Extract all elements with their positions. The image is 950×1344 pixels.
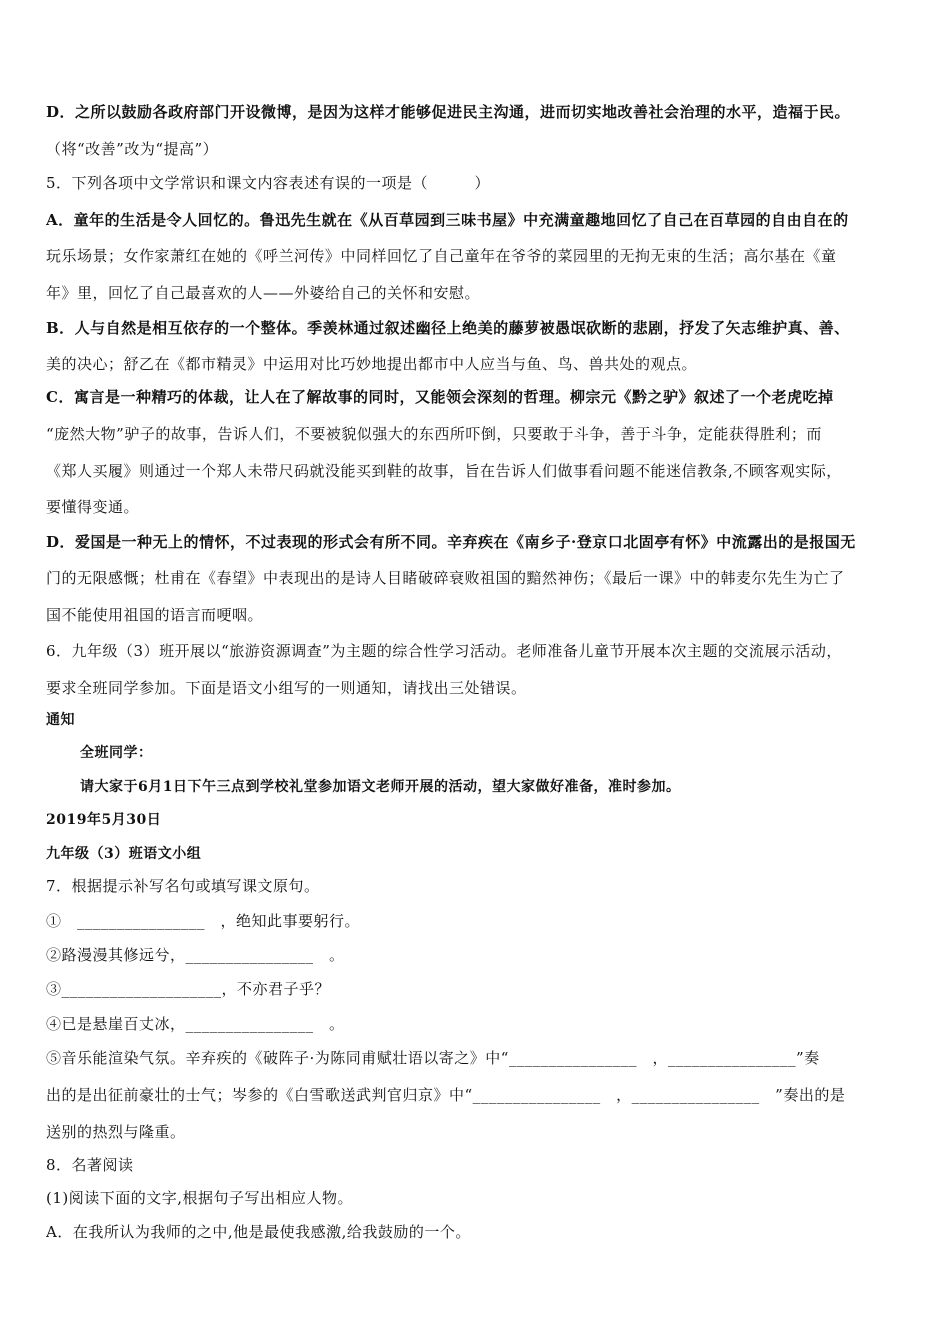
question-7-stem: 7．根据提示补写名句或填写课文原句。 bbox=[46, 877, 320, 895]
option-d-line2: 门的无限感慨；杜甫在《春望》中表现出的是诗人目睹破碎衰败祖国的黯然神伤；《最后一课》中的韩麦尔先生为亡了 bbox=[46, 569, 845, 587]
question-5-stem: 5．下列各项中文学常识和课文内容表述有误的一项是（ ） bbox=[46, 174, 491, 192]
notice-body: 请大家于6月1日下午三点到学校礼堂参加语文老师开展的活动，望大家做好准备，准时参加。 bbox=[80, 779, 681, 795]
notice-salutation: 全班同学： bbox=[80, 745, 153, 761]
question-8-sub-1: (1)阅读下面的文字,根据句子写出相应人物。 bbox=[46, 1189, 354, 1207]
question-7-item-5-line1: ⑤音乐能渲染气氛。辛弃疾的《破阵子·为陈同甫赋壮语以寄之》中“________________ ，________________”奏 bbox=[46, 1049, 820, 1067]
question-6-line1: 6．九年级（3）班开展以“旅游资源调查”为主题的综合性学习活动。老师准备儿童节开展本次主题的交流展示活动， bbox=[46, 642, 842, 660]
question-7-item-5-line2: 出的是出征前豪壮的士气；岑参的《白雪歌送武判官归京》中“________________ ，________________ ”奏出的是 bbox=[46, 1086, 846, 1104]
question-8-stem: 8．名著阅读 bbox=[46, 1156, 134, 1174]
notice-date: 2019年5月30日 bbox=[46, 812, 162, 828]
option-a-line1: A．童年的生活是令人回忆的。鲁迅先生就在《从百草园到三味书屋》中充满童趣地回忆了自己在百草园的自由自在的 bbox=[46, 211, 849, 229]
option-d-q4-line2: （将“改善”改为“提高”） bbox=[46, 140, 219, 158]
option-a-line3: 年》里，回忆了自己最喜欢的人——外婆给自己的关怀和安慰。 bbox=[46, 284, 481, 302]
option-c-line2: “庞然大物”驴子的故事，告诉人们，不要被貌似强大的东西所吓倒，只要敢于斗争，善于斗争，定能获得胜利；而 bbox=[46, 425, 822, 443]
option-c-line3: 《郑人买履》则通过一个郑人未带尺码就没能买到鞋的故事，旨在告诉人们做事看问题不能迷信教条,不顾客观实际， bbox=[46, 462, 842, 480]
question-7-item-2: ②路漫漫其修远兮，________________ 。 bbox=[46, 946, 345, 964]
question-7-item-1: ① ________________ ，绝知此事要躬行。 bbox=[46, 912, 361, 930]
option-c-line4: 要懂得变通。 bbox=[46, 498, 140, 516]
question-7-item-3: ③____________________，不亦君子乎？ bbox=[46, 980, 331, 998]
notice-signature: 九年级（3）班语文小组 bbox=[46, 846, 202, 862]
option-d-line1: D．爱国是一种无上的情怀，不过表现的形式会有所不同。辛弃疾在《南乡子·登京口北固亭有怀》中流露出的是报国无 bbox=[46, 533, 856, 551]
notice-title: 通知 bbox=[46, 712, 75, 728]
option-d-line3: 国不能使用祖国的语言而哽咽。 bbox=[46, 606, 264, 624]
question-8-option-a: A．在我所认为我师的之中,他是最使我感激,给我鼓励的一个。 bbox=[46, 1223, 471, 1241]
question-7-item-5-line3: 送别的热烈与隆重。 bbox=[46, 1123, 186, 1141]
option-c-line1: C．寓言是一种精巧的体裁，让人在了解故事的同时，又能领会深刻的哲理。柳宗元《黔之驴》叙述了一个老虎吃掉 bbox=[46, 388, 834, 406]
question-7-item-4: ④已是悬崖百丈冰，________________ 。 bbox=[46, 1015, 345, 1033]
question-6-line2: 要求全班同学参加。下面是语文小组写的一则通知，请找出三处错误。 bbox=[46, 679, 527, 697]
option-d-q4-line1: D．之所以鼓励各政府部门开设微博，是因为这样才能够促进民主沟通，进而切实地改善社会治理的水平，造福于民。 bbox=[46, 103, 851, 121]
option-b-line1: B．人与自然是相互依存的一个整体。季羡林通过叙述幽径上绝美的藤萝被愚氓砍断的悲剧，抒发了矢志维护真、善、 bbox=[46, 319, 850, 337]
option-b-line2: 美的决心；舒乙在《都市精灵》中运用对比巧妙地提出都市中人应当与鱼、鸟、兽共处的观点。 bbox=[46, 355, 698, 373]
option-a-line2: 玩乐场景；女作家萧红在她的《呼兰河传》中同样回忆了自己童年在爷爷的菜园里的无拘无束的生活；高尔基在《童 bbox=[46, 247, 837, 265]
